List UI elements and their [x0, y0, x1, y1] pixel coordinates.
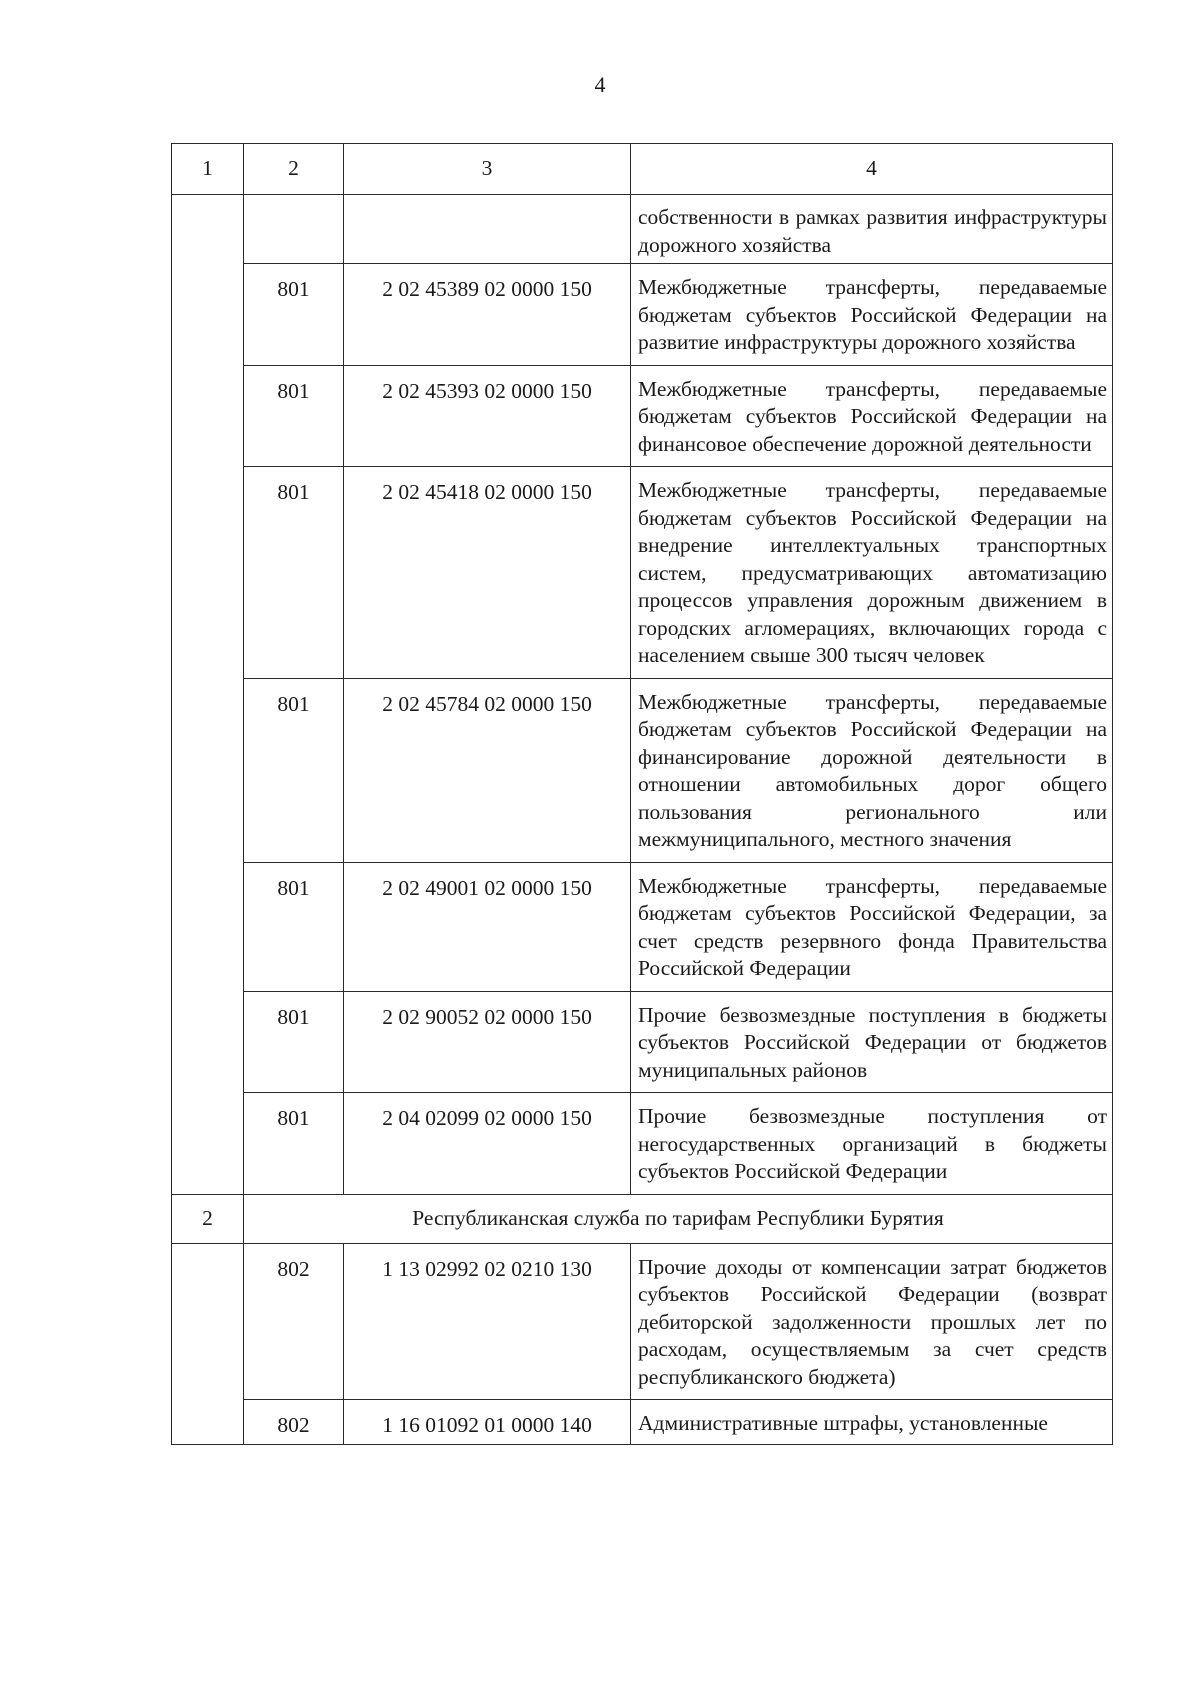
table-row: [172, 467, 1113, 679]
budget-code-cell: 2 02 45389 02 0000 150: [344, 264, 631, 366]
description-cell: Прочие безвозмездные поступления в бюджеты субъектов Российской Федерации от бюджетов муниципальных районов: [631, 991, 1113, 1093]
admin-code-cell: 801: [244, 862, 344, 991]
admin-code-cell: 802: [244, 1243, 344, 1400]
admin-code-cell: [244, 195, 344, 264]
budget-code-cell: 2 02 90052 02 0000 150: [344, 991, 631, 1093]
table-row: [172, 678, 1113, 862]
column-header-1: 1: [172, 144, 244, 195]
budget-code-cell: 2 02 45418 02 0000 150: [344, 467, 631, 679]
admin-code-cell: 801: [244, 264, 344, 366]
section-heading-row: [172, 1194, 1113, 1243]
section-number: 2: [172, 1194, 244, 1243]
table-row: [172, 365, 1113, 467]
budget-code-cell: 2 02 45784 02 0000 150: [344, 678, 631, 862]
budget-code-cell: [344, 195, 631, 264]
description-cell: собственности в рамках развития инфраструктуры дорожного хозяйства: [631, 195, 1113, 264]
table-row: [172, 991, 1113, 1093]
admin-code-cell: 801: [244, 1093, 344, 1195]
table-row: [172, 1400, 1113, 1445]
table-row: [172, 1093, 1113, 1195]
section-title: Республиканская служба по тарифам Республики Бурятия: [244, 1194, 1113, 1243]
budget-code-cell: 2 02 49001 02 0000 150: [344, 862, 631, 991]
admin-code-cell: 802: [244, 1400, 344, 1445]
section-1-number-cell: [172, 195, 244, 1195]
revenue-codes-table: [171, 143, 1113, 1445]
table-row: [172, 1243, 1113, 1400]
admin-code-cell: 801: [244, 467, 344, 679]
budget-code-cell: 1 13 02992 02 0210 130: [344, 1243, 631, 1400]
admin-code-cell: 801: [244, 678, 344, 862]
description-cell: Межбюджетные трансферты, передаваемые бюджетам субъектов Российской Федерации, за счет средств резервного фонда Правительства Российской Федерации: [631, 862, 1113, 991]
budget-code-cell: 2 02 45393 02 0000 150: [344, 365, 631, 467]
admin-code-cell: 801: [244, 365, 344, 467]
admin-code-cell: 801: [244, 991, 344, 1093]
description-cell: Межбюджетные трансферты, передаваемые бюджетам субъектов Российской Федерации на финансирование дорожной деятельности в отношении автомобильных дорог общего пользования регионального или межмуниципального, местного значения: [631, 678, 1113, 862]
section-2-number-cell: [172, 1243, 244, 1444]
budget-code-cell: 2 04 02099 02 0000 150: [344, 1093, 631, 1195]
table-row: [172, 264, 1113, 366]
table-header-row: [172, 144, 1113, 195]
table-row: [172, 195, 1113, 264]
column-header-3: 3: [344, 144, 631, 195]
description-cell: Межбюджетные трансферты, передаваемые бюджетам субъектов Российской Федерации на финансовое обеспечение дорожной деятельности: [631, 365, 1113, 467]
description-cell: Межбюджетные трансферты, передаваемые бюджетам субъектов Российской Федерации на внедрение интеллектуальных транспортных систем, предусматривающих автоматизацию процессов управления дорожным движением в городских агломерациях, включающих города с населением свыше 300 тысяч человек: [631, 467, 1113, 679]
description-cell: Прочие безвозмездные поступления от негосударственных организаций в бюджеты субъектов Российской Федерации: [631, 1093, 1113, 1195]
column-header-4: 4: [631, 144, 1113, 195]
description-cell: Административные штрафы, установленные: [631, 1400, 1113, 1445]
budget-code-cell: 1 16 01092 01 0000 140: [344, 1400, 631, 1445]
description-cell: Прочие доходы от компенсации затрат бюджетов субъектов Российской Федерации (возврат дебиторской задолженности прошлых лет по расходам, осуществляемым за счет средств республиканского бюджета): [631, 1243, 1113, 1400]
column-header-2: 2: [244, 144, 344, 195]
page-number: 4: [594, 72, 606, 97]
description-cell: Межбюджетные трансферты, передаваемые бюджетам субъектов Российской Федерации на развитие инфраструктуры дорожного хозяйства: [631, 264, 1113, 366]
table-row: [172, 862, 1113, 991]
